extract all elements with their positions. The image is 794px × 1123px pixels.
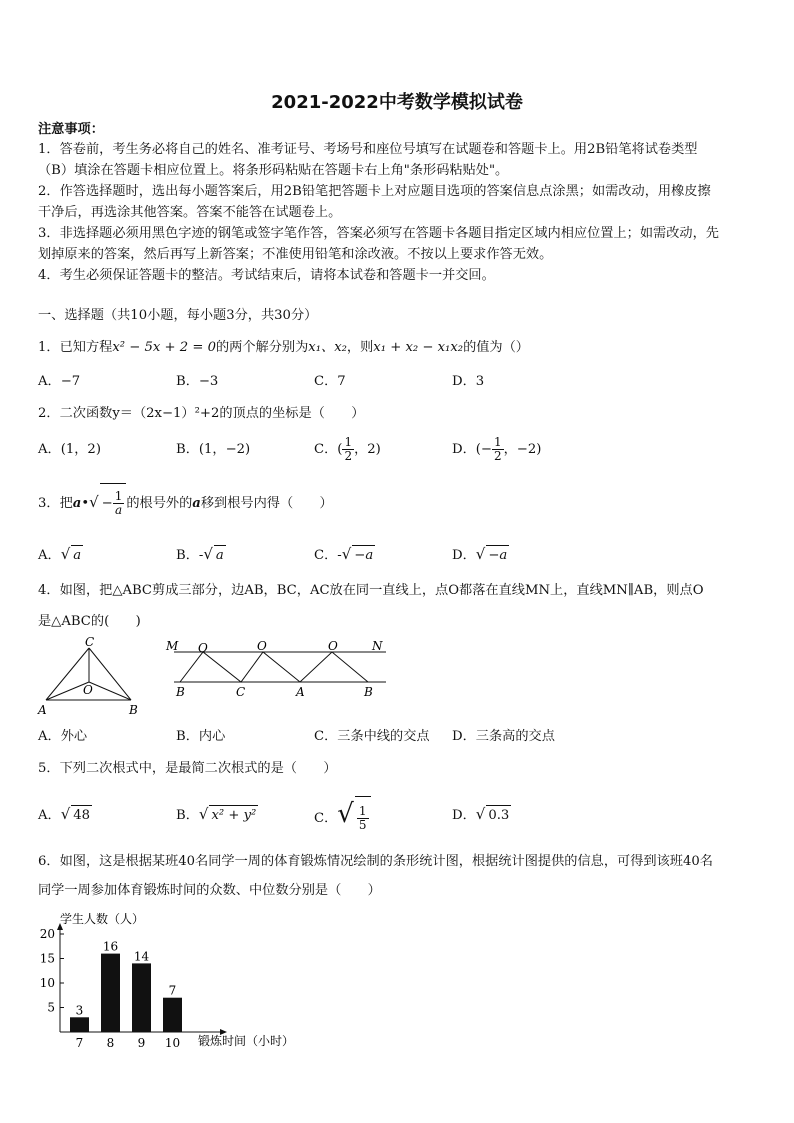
q3-post1: 的根号外的 (126, 496, 193, 511)
question-6-line2: 同学一周参加体育锻炼时间的众数、中位数分别是（ ） (38, 883, 381, 898)
q2-option-b: B．(1，−2) (176, 442, 251, 457)
fig2-label-b2: B (364, 685, 373, 699)
question-1 (38, 338, 529, 358)
q1-post: 的值为（） (463, 340, 529, 355)
section-heading: 一、选择题（共10小题，每小题3分，共30分） (38, 308, 318, 323)
radical-sign-icon: √ (60, 805, 71, 823)
x-tick-label: 7 (75, 1036, 84, 1050)
radical-sign-icon: √ (341, 545, 352, 563)
q2-c-fraction (342, 436, 354, 463)
y-tick-label: 15 (39, 951, 55, 966)
exercise-bar-chart (30, 908, 320, 1054)
fig2-label-o1: O (198, 641, 208, 655)
q1-option-b: B．−3 (176, 374, 219, 389)
q5-c-fraction (357, 805, 369, 832)
q2-option-c (314, 430, 381, 470)
fig1-label-c: C (85, 636, 95, 649)
q5-c-denominator: 5 (358, 818, 367, 832)
q1-option-a: A．−7 (38, 374, 81, 389)
fig1-label-a: A (38, 703, 47, 717)
notice-line: （B）填涂在答题卡相应位置上。将条形码粘贴在答题卡右上角"条形码粘贴处"。 (38, 163, 509, 178)
notice-line: 干净后，再选涂其他答案。答案不能答在试题卷上。 (38, 205, 342, 220)
q3-dot: • (81, 496, 90, 511)
q2-d-pre: D．(− (452, 442, 492, 457)
q4-option-a: A．外心 (38, 729, 88, 744)
q3-denominator: a (114, 503, 123, 517)
radical-sign-icon: √ (475, 545, 486, 563)
q3-c-label: C．- (314, 548, 342, 563)
q3-option-d (452, 544, 509, 566)
q3-b-radicand: a (214, 545, 226, 566)
q1-expression: x₁ + x₂ − x₁x₂ (373, 340, 464, 355)
fig2-label-m: M (166, 639, 179, 653)
fig2-label-a: A (296, 685, 305, 699)
q1-option-d: D．3 (452, 374, 485, 389)
bar-7 (70, 1017, 89, 1032)
q1-roots: x₁、x₂ (308, 340, 347, 355)
q2-d-post: ，−2) (503, 442, 542, 457)
fig2-label-c: C (236, 685, 246, 699)
chart-x-axis-label: 锻炼时间（小时） (198, 1034, 295, 1048)
fig2-label-n: N (372, 639, 383, 653)
notice-heading: 注意事项： (38, 122, 104, 137)
bar-9 (132, 963, 151, 1032)
radical-sign-icon: √ (89, 493, 99, 511)
q5-b-label: B． (176, 808, 199, 823)
notice-line: 2．作答选择题时，选出每小题答案后，用2B铅笔把答题卡上对应题目选项的答案信息点涂黑；如需改动，用橡皮擦 (38, 184, 711, 199)
q5-a-radicand: 48 (71, 805, 92, 826)
q5-c-label: C． (314, 811, 338, 826)
question-6-line1: 6．如图，这是根据某班40名同学一周的体育锻炼情况绘制的条形统计图，根据统计图提供的信息，可得到该班40名 (38, 854, 713, 869)
notice-line: 3．非选择题必须用黑色字迹的钢笔或签字笔作答，答案必须写在答题卡各题目指定区域内相应位置上；如需改动，先 (38, 226, 719, 241)
q3-numerator: 1 (114, 489, 123, 503)
q5-option-b (176, 804, 258, 826)
q2-c-pre: C．( (314, 442, 343, 457)
q5-d-label: D． (452, 808, 476, 823)
radical-sign-icon: √ (203, 545, 213, 563)
q5-option-d (452, 804, 511, 826)
y-tick-label: 5 (47, 1000, 55, 1015)
q4-option-d: D．三条高的交点 (452, 729, 555, 744)
y-tick-label: 10 (39, 976, 55, 990)
question-3 (38, 482, 333, 524)
notice-line: 1．答卷前，考生务必将自己的姓名、准考证号、考场号和座位号填写在试题卷和答题卡上。用2B铅笔将试卷类型 (38, 142, 698, 157)
q3-c-radicand: −a (352, 545, 375, 566)
radical-sign-icon: √ (337, 799, 354, 829)
q3-option-c (314, 544, 375, 566)
question-5: 5．下列二次根式中，是最简二次根式的是（ ） (38, 761, 337, 776)
q3-b-label: B．- (176, 548, 204, 563)
fig2-label-o3: O (328, 639, 338, 653)
q3-var2: a (192, 496, 201, 511)
radical-sign-icon: √ (198, 805, 209, 823)
q2-option-d (452, 430, 541, 470)
fig2-label-o2: O (257, 639, 267, 653)
question-4-line2: 是△ABC的( ) (38, 614, 141, 629)
q2-option-a: A．(1，2) (38, 442, 101, 457)
straight-line-figure (160, 636, 396, 700)
bar-value-label: 16 (102, 939, 119, 954)
q5-b-radicand: x² + y² (209, 805, 258, 826)
q3-option-b (176, 544, 226, 566)
q3-pre: 3．把 (38, 496, 73, 511)
q5-option-a (38, 804, 92, 826)
x-tick-label: 9 (137, 1036, 146, 1050)
q2-d-fraction (492, 436, 504, 463)
q2-d-denominator: 2 (493, 449, 502, 463)
q4-option-c: C．三条中线的交点 (314, 729, 430, 744)
radical-sign-icon: √ (60, 545, 71, 563)
bar-8 (101, 954, 120, 1032)
y-tick-label: 20 (39, 927, 55, 941)
q3-d-radicand: −a (486, 545, 509, 566)
chart-y-axis-label: 学生人数（人） (60, 912, 145, 926)
triangle-figure (36, 636, 146, 720)
bar-value-label: 14 (133, 949, 150, 964)
q1-equation: x² − 5x + 2 = 0 (112, 340, 216, 355)
q4-option-b: B．内心 (176, 729, 226, 744)
q2-c-numerator: 1 (344, 435, 353, 449)
q3-post2: 移到根号内得（ ） (200, 496, 333, 511)
q3-fraction (113, 490, 125, 517)
q3-minus: − (101, 496, 113, 511)
notice-line: 划掉原来的答案，然后再写上新答案；不准使用铅笔和涂改液。不按以上要求作答无效。 (38, 247, 553, 262)
notice-line: 4．考生必须保证答题卡的整洁。考试结束后，请将本试卷和答题卡一并交回。 (38, 268, 495, 283)
bar-value-label: 3 (75, 1003, 84, 1018)
q3-option-a (38, 544, 83, 566)
q5-option-c (314, 792, 371, 841)
question-4-line1: 4．如图，把△ABC剪成三部分，边AB，BC，AC放在同一直线上，点O都落在直线MN上，直线MN∥AB，则点O (38, 583, 704, 598)
q1-option-c: C．7 (314, 374, 346, 389)
q1-mid: 的两个解分别为 (215, 340, 309, 355)
q2-d-numerator: 1 (493, 435, 502, 449)
bar-value-label: 7 (168, 983, 177, 998)
q3-a-radicand: a (71, 545, 83, 566)
x-tick-label: 8 (106, 1036, 115, 1050)
q2-c-post: ，2) (354, 442, 381, 457)
page-title: 2021-2022中考数学模拟试卷 (271, 92, 523, 113)
fig2-label-b1: B (176, 685, 185, 699)
fig1-label-o: O (83, 683, 93, 697)
question-2: 2．二次函数y＝（2x−1）²+2的顶点的坐标是（ ） (38, 406, 365, 421)
q5-c-radicand (355, 796, 371, 841)
q3-d-label: D． (452, 548, 476, 563)
fig1-label-b: B (129, 703, 138, 717)
q3-var: a (72, 496, 82, 511)
q5-a-label: A． (38, 808, 61, 823)
q1-mid2: ，则 (346, 340, 374, 355)
q3-radicand (100, 483, 127, 524)
q5-d-radicand: 0.3 (486, 805, 511, 826)
radical-sign-icon: √ (475, 805, 486, 823)
q2-c-denominator: 2 (344, 449, 353, 463)
q5-c-numerator: 1 (358, 804, 367, 818)
bar-10 (163, 998, 182, 1032)
q3-a-label: A． (38, 548, 61, 563)
x-tick-label: 10 (164, 1036, 181, 1050)
q1-pre: 1．已知方程 (38, 340, 113, 355)
